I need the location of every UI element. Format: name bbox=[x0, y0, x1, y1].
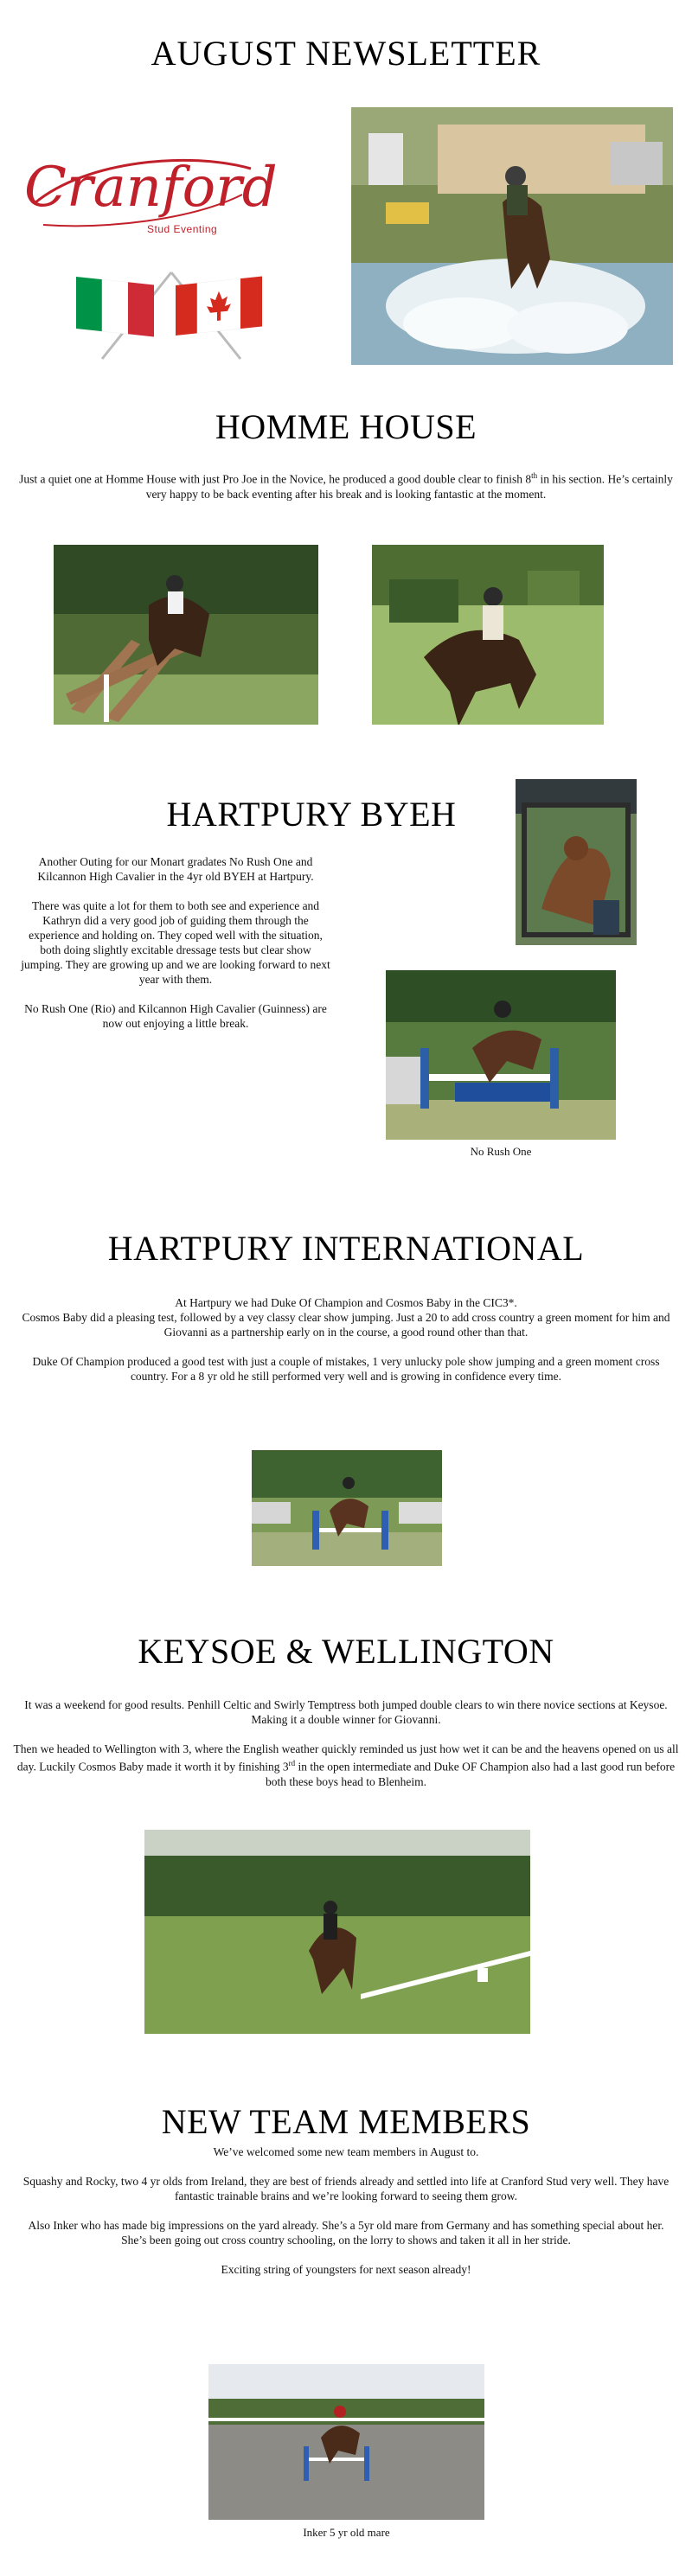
new-team-heading: NEW TEAM MEMBERS bbox=[161, 2102, 531, 2141]
new-team-text bbox=[21, 2145, 671, 2277]
hartpury-byeh-photo-trailer bbox=[516, 779, 637, 945]
homme-house-text-b: in his section. He’s certainly very happy to be back eventing after his break and is looking fantastic at the moment. bbox=[145, 472, 673, 501]
keysoe-wellington-para-2-sup: rd bbox=[288, 1759, 296, 1767]
hartpury-byeh-para-3: No Rush One (Rio) and Kilcannon High Cavalier (Guinness) are now out enjoying a little break. bbox=[24, 1002, 327, 1030]
hartpury-international-heading: HARTPURY INTERNATIONAL bbox=[107, 1229, 585, 1268]
hartpury-international-line-3: Duke Of Champion produced a good test with just a couple of mistakes, 1 very unlucky pole show jumping and a green moment cross country. For a 8 yr old he still performed very well and is growing in confidence every time. bbox=[32, 1355, 660, 1383]
italy-flag-icon bbox=[76, 277, 154, 336]
hartpury-byeh-para-2: There was quite a lot for them to both see and experience and Kathryn did a very good job of guiding them through the experience and holding on. They coped well with the situation, both doing slightly excitable dressage tests but clear show jumping. They are growing up and we are looking forward to next year with them. bbox=[21, 899, 330, 986]
homme-house-text-a: Just a quiet one at Homme House with just Pro Joe in the Novice, he produced a good double clear to finish 8 bbox=[19, 472, 532, 486]
hartpury-international-photo bbox=[252, 1450, 442, 1566]
hartpury-byeh-text bbox=[19, 854, 332, 1031]
header-photo-water-jump bbox=[351, 107, 673, 365]
hartpury-international-line-2: Cosmos Baby did a pleasing test, followed by a vey classy clear show jumping. Just a 20 to add cross country a green moment for him and Giovanni as a partnership early on in the course, a good round other than that. bbox=[22, 1311, 670, 1339]
keysoe-wellington-heading: KEYSOE & WELLINGTON bbox=[138, 1632, 554, 1671]
homme-house-heading: HOMME HOUSE bbox=[215, 407, 477, 446]
hartpury-byeh-photo-no-rush-one bbox=[386, 970, 616, 1140]
keysoe-wellington-para-2b: in the open intermediate and Duke OF Champion also had a last good run before both these boys head to Blenheim. bbox=[266, 1760, 676, 1788]
keysoe-wellington-para-1: It was a weekend for good results. Penhill Celtic and Swirly Temptress both jumped double clears to win there novice sections at Keysoe. Making it a double winner for Giovanni. bbox=[24, 1698, 668, 1726]
canada-flag-icon bbox=[176, 276, 262, 336]
new-team-para-2: Also Inker who has made big impressions on the yard already. She’s a 5yr old mare from Germany and has something special about her. She’s been going out cross country schooling, on the lorry to shows and taken it all in her stride. bbox=[28, 2219, 664, 2247]
homme-house-photo-1 bbox=[54, 545, 318, 725]
no-rush-one-caption: No Rush One bbox=[470, 1145, 532, 1158]
flags-icon bbox=[67, 251, 275, 363]
keysoe-wellington-para-2a: Then we headed to Wellington with 3, where the English weather quickly reminded us just how wet it can be and the heavens opened on us all day. Luckily Cosmos Baby made it worth it by finishing 3 bbox=[13, 1742, 679, 1774]
homme-house-text bbox=[16, 469, 676, 502]
logo-subtitle: Stud Eventing bbox=[147, 223, 218, 235]
hartpury-international-text bbox=[12, 1295, 680, 1384]
keysoe-wellington-photo-dressage bbox=[144, 1830, 530, 2034]
new-team-photo-inker bbox=[208, 2364, 484, 2520]
hartpury-byeh-para-1: Another Outing for our Monart gradates No Rush One and Kilcannon High Cavalier in the 4yr old BYEH at Hartpury. bbox=[37, 855, 314, 883]
inker-caption: Inker 5 yr old mare bbox=[303, 2526, 390, 2539]
new-team-intro: We’ve welcomed some new team members in August to. bbox=[213, 2145, 479, 2158]
hartpury-byeh-heading: HARTPURY BYEH bbox=[166, 795, 457, 834]
homme-house-photo-2 bbox=[372, 545, 604, 725]
new-team-para-1: Squashy and Rocky, two 4 yr olds from Ireland, they are best of friends already and settled into life at Cranford Stud very well. They have fantastic trainable brains and we’re looking forward to seeing them grow. bbox=[22, 2175, 670, 2202]
newsletter-title: AUGUST NEWSLETTER bbox=[151, 34, 541, 73]
cranford-logo bbox=[17, 143, 278, 368]
homme-house-text-sup: th bbox=[531, 471, 538, 480]
hartpury-international-line-1: At Hartpury we had Duke Of Champion and Cosmos Baby in the CIC3*. bbox=[175, 1296, 517, 1309]
logo-script-text: Cranford bbox=[24, 156, 278, 220]
new-team-para-3: Exciting string of youngsters for next season already! bbox=[221, 2263, 471, 2276]
keysoe-wellington-text bbox=[12, 1697, 680, 1789]
